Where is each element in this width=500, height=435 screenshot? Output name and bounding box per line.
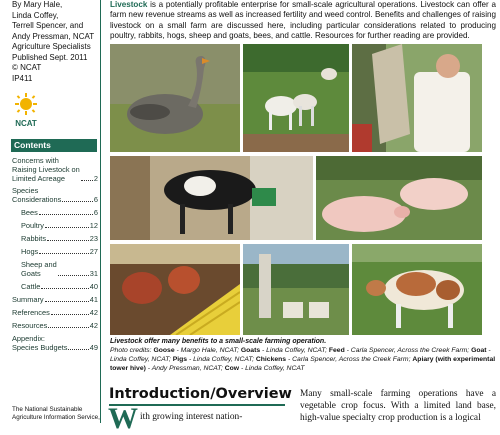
sidebar <box>0 0 101 423</box>
toc-item-label: Appendix: Species Budgets <box>12 334 68 352</box>
byline-line: Published Sept. 2011 <box>12 52 88 62</box>
toc-item-page: 2 <box>93 174 98 183</box>
credit-name: Linda Coffey, NCAT <box>110 356 169 363</box>
toc-item-page: 27 <box>89 247 98 256</box>
cow-photo <box>352 244 482 335</box>
toc-item-label: Concerns with Raising Livestock on Limited Acreage <box>12 156 80 183</box>
toc-item-label: Cattle <box>21 282 41 291</box>
credit-name: Linda Coffey, NCAT <box>266 347 326 354</box>
toc-item[interactable] <box>21 282 98 291</box>
toc-item[interactable] <box>21 208 98 217</box>
toc-item-page: 49 <box>89 343 98 352</box>
column-2-text: Many small-scale farming operations have a vegetable crop focus. With a limited land base, high-value specialty crop production is a logical <box>300 389 496 423</box>
credit-subject: Chickens <box>255 356 287 363</box>
credit-name: Carla Spencer, Across the Creek Farm <box>292 356 409 363</box>
goat-photo <box>110 156 313 240</box>
toc-item-page: 6 <box>93 208 98 217</box>
intro-lead: Livestock <box>110 0 148 9</box>
toc-item[interactable] <box>12 308 98 317</box>
credit-subject: Feed <box>328 347 345 354</box>
toc-item-page: 41 <box>89 295 98 304</box>
byline-line: Linda Coffey, <box>12 10 59 20</box>
sun-icon <box>12 93 40 129</box>
toc-leader <box>45 301 89 302</box>
credit-subject: Goose <box>153 347 175 354</box>
toc-leader <box>39 253 89 254</box>
intro-paragraph <box>110 0 496 41</box>
toc-item-page: 42 <box>89 321 98 330</box>
credit-name: Carla Spencer, Across the Creek Farm <box>350 347 468 354</box>
toc-leader <box>51 314 89 315</box>
byline <box>12 0 100 84</box>
credit-name: Andy Pressman, NCAT <box>151 365 221 372</box>
toc-leader <box>48 327 88 328</box>
toc-leader <box>39 214 93 215</box>
toc-item-label: Poultry <box>21 221 45 230</box>
credit-subject: Pigs <box>172 356 188 363</box>
toc-item-page: 40 <box>89 282 98 291</box>
chickens-photo <box>110 244 240 335</box>
toc-item-page: 42 <box>89 308 98 317</box>
toc-item-label: Summary <box>12 295 44 304</box>
logo-text: NCAT <box>15 119 37 128</box>
credit-subject: Goat <box>471 347 487 354</box>
credits-label: Photo credits: <box>110 347 152 354</box>
goose-photo <box>110 44 240 152</box>
photo-caption: Livestock offer many benefits to a small-scale farming operation. <box>110 338 327 345</box>
feed-photo <box>352 44 482 152</box>
toc-item-label: Resources <box>12 321 48 330</box>
byline-line: IP411 <box>12 73 33 83</box>
toc-item[interactable] <box>12 156 98 183</box>
toc-item-label: Species Considerations <box>12 186 62 204</box>
ncat-logo <box>12 93 40 129</box>
toc-leader <box>62 201 93 202</box>
byline-line: Agriculture Specialists <box>12 42 91 51</box>
credit-name: Margo Hale, NCAT <box>180 347 238 354</box>
goats-photo <box>243 44 349 152</box>
toc-item-label: Sheep and Goats <box>21 260 57 278</box>
toc-heading: Contents <box>11 139 97 152</box>
toc-item[interactable] <box>21 221 98 230</box>
toc-item[interactable] <box>21 247 98 256</box>
footer-note: The National Sustainable Agriculture Information Service, <box>12 406 100 421</box>
byline-line: Terrell Spencer, and <box>12 21 84 30</box>
toc-item[interactable] <box>21 260 98 278</box>
toc-leader <box>45 227 89 228</box>
toc-item[interactable] <box>12 295 98 304</box>
toc-item-label: Rabbits <box>21 234 47 243</box>
credit-subject: Apiary (with experimental tower hive) <box>110 356 496 372</box>
credit-name: Linda Coffey, NCAT <box>193 356 253 363</box>
photo-credits: Photo credits: Goose - Margo Hale, NCAT; Goats - Linda Coffey, NCAT; Feed - Carla Spencer, Across the Creek Farm; Goat - Linda Coffey, NCAT; Pigs - Linda Coffey, NCAT; Chickens - Carla Spencer, Across the Creek Farm; Apiary (with experimental tower hive) - Andy Pressman, NCAT; Cow - Linda Coffey, NCAT <box>110 347 496 372</box>
column-1-text: ith growing interest nation- <box>140 412 243 422</box>
toc-item-page: 31 <box>89 269 98 278</box>
byline-line: By Mary Hale, <box>12 0 63 9</box>
toc-leader <box>81 180 93 181</box>
toc-item[interactable] <box>21 234 98 243</box>
credit-subject: Goats <box>240 347 261 354</box>
toc-item-label: Bees <box>21 208 38 217</box>
drop-cap: W <box>108 402 138 435</box>
toc-item-page: 6 <box>93 195 98 204</box>
toc-item-page: 12 <box>89 221 98 230</box>
toc-item-page: 23 <box>89 234 98 243</box>
apiary-photo <box>243 244 349 335</box>
pigs-photo <box>316 156 482 240</box>
toc-leader <box>68 349 88 350</box>
toc-leader <box>58 275 89 276</box>
toc-item-label: References <box>12 308 50 317</box>
intro-text: is a potentially profitable enterprise for small-scale agricultural operations. Livestock can offer a farm new revenue streams as well as increased fertility and weed control. Benefits and challenges of raising livestock on a small farm are discussed here, including particular considerations related to producing poultry, rabbits, hogs, sheep and goats, bees, and cattle. Resources for further reading are provided. <box>110 0 496 40</box>
toc-leader <box>47 240 89 241</box>
section-title: Introduction/Overview <box>109 386 292 402</box>
toc-item-label: Hogs <box>21 247 39 256</box>
credit-subject: Cow <box>224 365 240 372</box>
credit-name: Linda Coffey, NCAT <box>245 365 305 372</box>
toc-item[interactable] <box>12 186 98 204</box>
toc-item[interactable] <box>12 321 98 330</box>
toc-item[interactable] <box>12 334 98 352</box>
toc-leader <box>41 288 88 289</box>
byline-line: © NCAT <box>12 63 42 72</box>
byline-line: Andy Pressman, NCAT <box>12 31 95 41</box>
